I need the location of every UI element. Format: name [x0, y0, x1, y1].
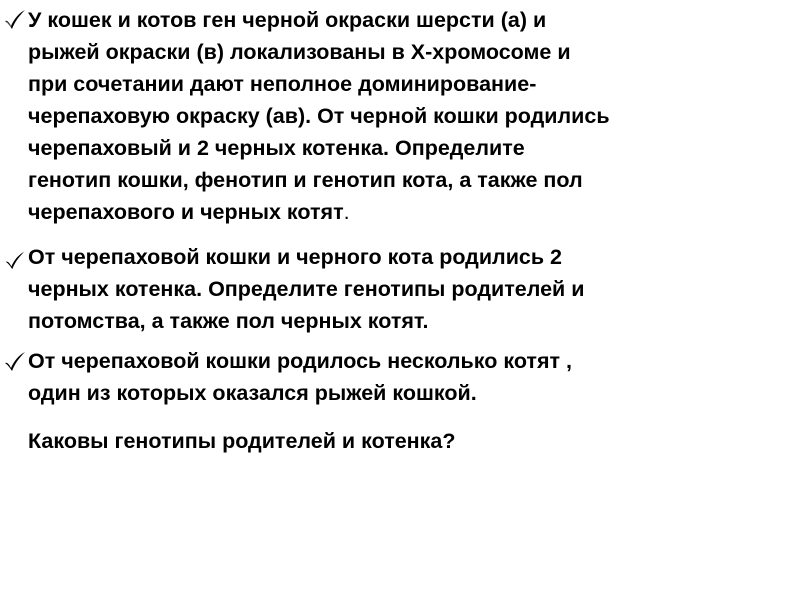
question-text: Каковы генотипы родителей и котенка? [28, 429, 456, 453]
problem-1-line-7 [28, 196, 350, 228]
checkmark-icon [3, 350, 27, 374]
problem-3-line-2: один из которых оказался рыжей кошкой. [28, 381, 477, 405]
problem-1-line-4: черепаховую окраску (ав). От черной кошки родились [28, 104, 610, 128]
checkmark-icon [3, 8, 27, 32]
problem-1-trailing-period: . [343, 200, 350, 224]
problem-1-line-5: черепаховый и 2 черных котенка. Определите [28, 136, 525, 160]
problem-1-line-3: при сочетании дают неполное доминирование- [28, 72, 537, 96]
problem-3-line-1: От черепаховой кошки родилось несколько котят , [28, 349, 572, 373]
problem-1-line-6: генотип кошки, фенотип и генотип кота, а также пол [28, 168, 583, 192]
problem-1-line-2: рыжей окраски (в) локализованы в Х-хромосоме и [28, 40, 571, 64]
problem-2-line-2: черных котенка. Определите генотипы родителей и [28, 277, 585, 301]
problem-1-line-7-text: черепахового и черных котят [28, 200, 344, 224]
problem-2-line-1: От черепаховой кошки и черного кота родились 2 [28, 245, 563, 269]
problem-2-line-3: потомства, а также пол черных котят. [28, 309, 429, 333]
problem-1-line-1: У кошек и котов ген черной окраски шерсти (а) и [28, 8, 547, 32]
checkmark-icon [3, 249, 27, 273]
